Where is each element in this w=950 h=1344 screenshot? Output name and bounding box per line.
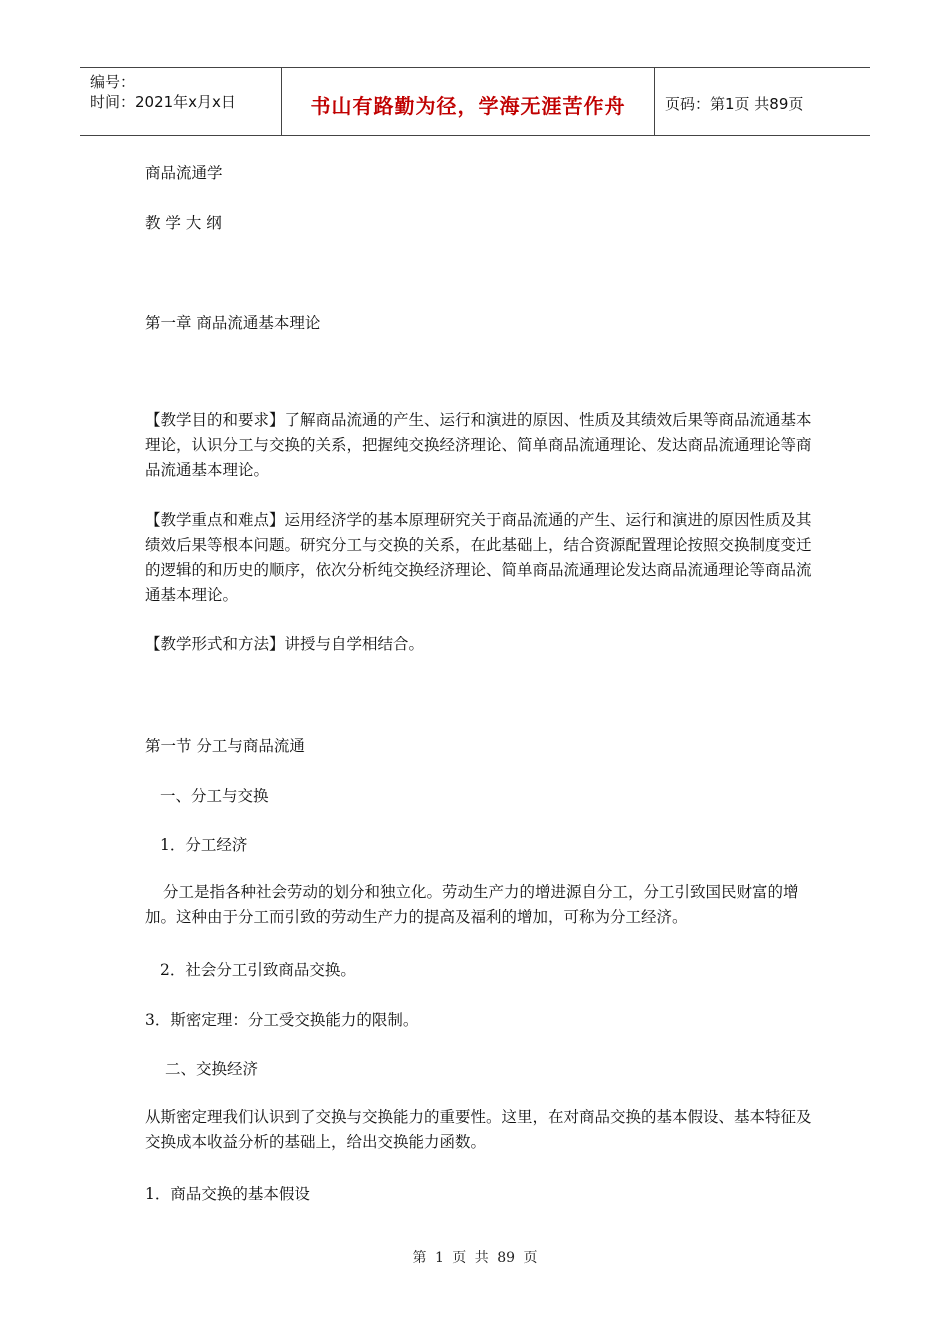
header-page-info: 页码：第1页 共89页 <box>665 95 804 113</box>
header-meta-cell <box>80 68 282 135</box>
list-item-heading: 2．社会分工引致商品交换。 <box>160 961 356 979</box>
list-item-heading: 3．斯密定理：分工受交换能力的限制。 <box>145 1011 419 1029</box>
header-motto: 书山有路勤为径，学海无涯苦作舟 <box>310 94 626 118</box>
page-footer <box>0 1247 950 1267</box>
header-motto-cell <box>282 68 655 135</box>
syllabus-title: 教 学 大 纲 <box>145 214 222 232</box>
course-title: 商品流通学 <box>145 164 223 182</box>
subsection-heading: 二、交换经济 <box>165 1060 259 1078</box>
subsection-heading: 一、分工与交换 <box>160 787 269 805</box>
exchange-economy-paragraph: 从斯密定理我们认识到了交换与交换能力的重要性。这里，在对商品交换的基本假设、基本特征及交换成本收益分析的基础上，给出交换能力函数。 <box>145 1108 812 1151</box>
chapter-title: 第一章 商品流通基本理论 <box>145 314 321 332</box>
document-time-label: 时间：2021年x月x日 <box>90 93 236 111</box>
list-item-heading: 1．商品交换的基本假设 <box>145 1185 310 1203</box>
key-points-paragraph: 【教学重点和难点】运用经济学的基本原理研究关于商品流通的产生、运行和演进的原因性质及其绩效后果等根本问题。研究分工与交换的关系，在此基础上，结合资源配置理论按照交换制度变迁的逻辑的和历史的顺序，依次分析纯交换经济理论、简单商品流通理论发达商品流通理论等商品流通基本理论。 <box>145 511 812 604</box>
objectives-paragraph: 【教学目的和要求】了解商品流通的产生、运行和演进的原因、性质及其绩效后果等商品流通基本理论，认识分工与交换的关系，把握纯交换经济理论、简单商品流通理论、发达商品流通理论等商品流通基本理论。 <box>145 411 812 479</box>
list-item-heading: 1．分工经济 <box>160 836 248 854</box>
page-header <box>80 67 870 136</box>
document-number-label: 编号： <box>90 73 136 91</box>
section-title: 第一节 分工与商品流通 <box>145 737 305 755</box>
header-page-cell <box>655 68 870 135</box>
methods-paragraph: 【教学形式和方法】讲授与自学相结合。 <box>145 635 425 653</box>
footer-page-number: 第 1 页 共 89 页 <box>412 1250 538 1266</box>
division-of-labor-paragraph: 分工是指各种社会劳动的划分和独立化。劳动生产力的增进源自分工，分工引致国民财富的增加。这种由于分工而引致的劳动生产力的提高及福利的增加，可称为分工经济。 <box>145 883 799 926</box>
